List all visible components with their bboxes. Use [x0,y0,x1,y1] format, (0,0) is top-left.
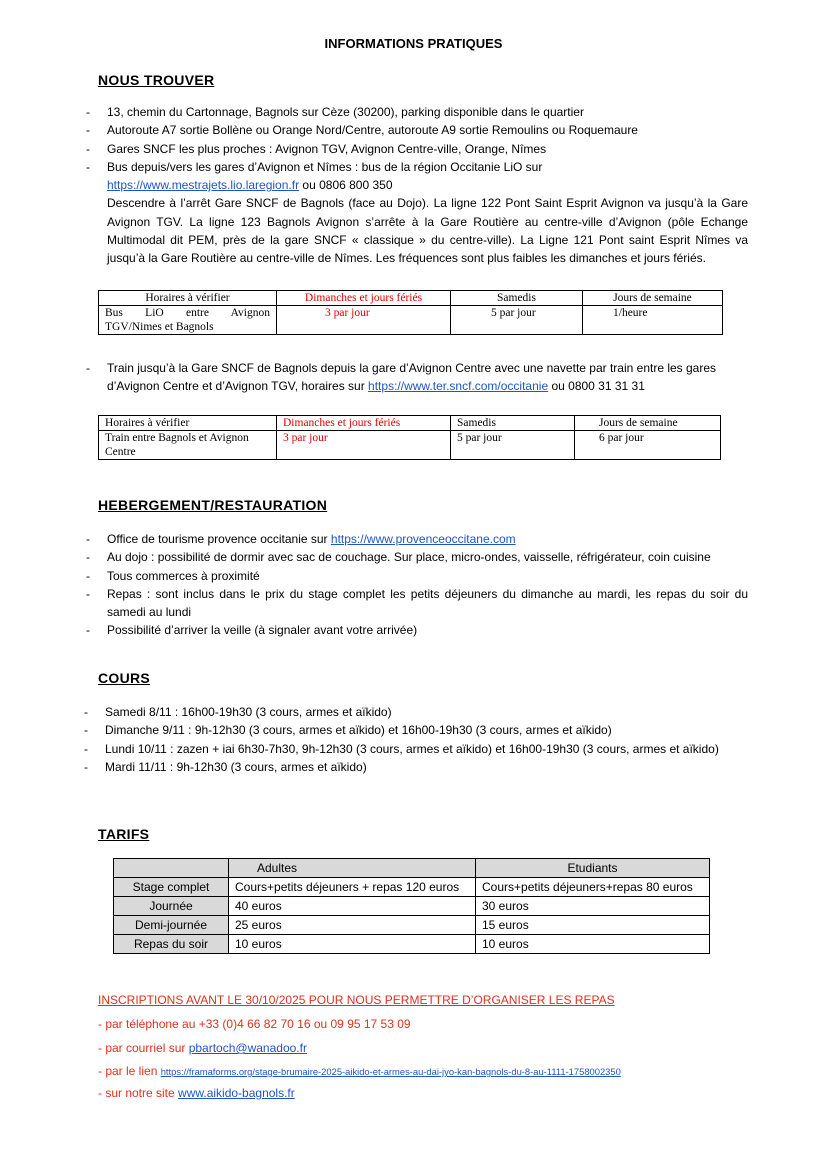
inscriptions-site-line [98,1086,295,1100]
bus-table [98,290,723,335]
table-header: Jours de semaine [575,416,721,431]
lien-prefix: - par le lien [98,1064,161,1078]
table-header [114,859,229,878]
table-row [114,897,710,916]
table-cell: 6 par jour [575,431,721,460]
nous-trouver-list [86,103,748,268]
table-header: Dimanches et jours fériés [277,291,451,306]
table-header: Horaires à vérifier [99,416,277,431]
list-item: - Samedi 8/11 : 16h00-19h30 (3 cours, armes et aïkido) [84,703,730,721]
table-cell: 5 par jour [451,431,575,460]
lio-link[interactable]: https://www.mestrajets.lio.laregion.fr [107,178,300,193]
table-row [114,859,710,878]
cours-list [84,703,730,776]
section-heading-tarifs: TARIFS [98,826,150,842]
list-item-train [86,359,724,396]
table-header: Samedis [451,416,575,431]
table-cell: Cours+petits déjeuners + repas 120 euros [229,878,476,897]
inscriptions-heading: INSCRIPTIONS AVANT LE 30/10/2025 POUR NOUS PERMETTRE D’ORGANISER LES REPAS [98,993,615,1007]
page-title: INFORMATIONS PRATIQUES [324,36,503,51]
table-header: Jours de semaine [583,291,723,306]
inscriptions-mail-line [98,1041,307,1055]
table-cell: Cours+petits déjeuners+repas 80 euros [476,878,710,897]
email-link[interactable]: pbartoch@wanadoo.fr [188,1041,307,1055]
list-item: - Repas : sont inclus dans le prix du stage complet les petits déjeuners du dimanche au mardi, les repas du soir du samedi au lundi [86,585,748,622]
bus-details: Descendre à l’arrêt Gare SNCF de Bagnols (face au Dojo). La ligne 122 Pont Saint Esprit Avignon va jusqu’à la Gare Avignon TGV. La ligne 123 Bagnols Avignon s’arrête à la Gare Routière au centre-ville d’Avignon (pôle Echange Multimodal dit PEM, près de la gare SNCF « classique » du centre-ville). La Ligne 121 Pont saint Esprit Nîmes va jusqu’à la Gare Routière au centre-ville de Nîmes. Les fréquences sont plus faibles les dimanches et jours fériés. [107,196,748,266]
hebergement-list [86,530,748,640]
table-header: Adultes [229,859,476,878]
inscriptions-phone: - par téléphone au +33 (0)4 66 82 70 16 ou 09 95 17 53 09 [98,1017,411,1031]
section-heading-nous-trouver: NOUS TROUVER [98,72,215,88]
section-heading-cours: COURS [98,670,151,686]
list-item: - Tous commerces à proximité [86,567,748,585]
table-cell: Train entre Bagnols et Avignon Centre [99,431,277,460]
table-cell: 15 euros [476,916,710,935]
bus-intro: - Bus depuis/vers les gares d’Avignon et Nîmes : bus de la région Occitanie LiO sur [107,159,543,174]
table-header: Dimanches et jours fériés [277,416,451,431]
table-cell: 5 par jour [451,306,583,335]
list-item-tourisme [86,530,748,548]
table-cell: 3 par jour [277,306,451,335]
list-item: - Au dojo : possibilité de dormir avec sac de couchage. Sur place, micro-ondes, vaisselle, réfrigérateur, coin cuisine [86,548,748,566]
inscriptions-lien-line [98,1064,621,1078]
table-cell: 10 euros [476,935,710,954]
list-item: - 13, chemin du Cartonnage, Bagnols sur Cèze (30200), parking disponible dans le quartier [86,103,748,121]
framaforms-link[interactable]: https://framaforms.org/stage-brumaire-2025-aikido-et-armes-au-dai-jyo-kan-bagnols-du-8-au-1111-1758002350 [160,1066,621,1077]
ter-link[interactable]: https://www.ter.sncf.com/occitanie [368,379,549,394]
table-cell: 25 euros [229,916,476,935]
table-cell: 1/heure [583,306,723,335]
list-item: - Gares SNCF les plus proches : Avignon TGV, Avignon Centre-ville, Orange, Nîmes [86,140,748,158]
table-header: Horaires à vérifier [99,291,277,306]
train-text: Train jusqu’à la Gare SNCF de Bagnols depuis la gare d’Avignon Centre avec une navette par train entre les gares d’Avignon Centre et d’Avignon TGV, horaires sur [107,361,717,394]
table-row [99,291,723,306]
table-cell: 30 euros [476,897,710,916]
table-cell: 3 par jour [277,431,451,460]
list-item: - Dimanche 9/11 : 9h-12h30 (3 cours, armes et aïkido) et 16h00-19h30 (3 cours, armes et aïkido) [84,721,730,739]
train-list [86,359,724,396]
table-cell: Bus LiO entre Avignon TGV/Nimes et Bagnols [99,306,277,335]
table-row [99,431,721,460]
table-row [114,878,710,897]
list-item: - Possibilité d’arriver la veille (à signaler avant votre arrivée) [86,621,748,639]
table-row-label: Journée [114,897,229,916]
table-row [114,935,710,954]
table-row-label: Demi-journée [114,916,229,935]
train-table [98,415,721,460]
table-row [114,916,710,935]
table-row-label: Repas du soir [114,935,229,954]
provenceoccitane-link[interactable]: https://www.provenceoccitane.com [330,532,516,546]
bus-link-line [107,176,748,194]
list-item-bus [86,158,748,268]
table-row [99,306,723,335]
tarifs-table [113,858,710,954]
section-heading-hebergement: HEBERGEMENT/RESTAURATION [98,497,328,513]
site-link[interactable]: www.aikido-bagnols.fr [178,1086,295,1100]
list-item: - Mardi 11/11 : 9h-12h30 (3 cours, armes et aïkido) [84,758,730,776]
table-header: Samedis [451,291,583,306]
list-item: - Lundi 10/11 : zazen + iai 6h30-7h30, 9h-12h30 (3 cours, armes et aïkido) et 16h00-19h30 (3 cours, armes et aïkido) [84,740,730,758]
table-header: Etudiants [476,859,710,878]
train-phone: ou 0800 31 31 31 [548,379,645,394]
table-row-label: Stage complet [114,878,229,897]
site-prefix: - sur notre site [98,1086,179,1100]
bus-phone: ou 0806 800 350 [299,178,393,193]
table-cell: 10 euros [229,935,476,954]
table-cell: 40 euros [229,897,476,916]
list-item: - Autoroute A7 sortie Bollène ou Orange Nord/Centre, autoroute A9 sortie Remoulins ou Roquemaure [86,121,748,139]
table-row [99,416,721,431]
mail-prefix: - par courriel sur [98,1041,189,1055]
tourisme-text: Office de tourisme provence occitanie sur [107,532,331,546]
